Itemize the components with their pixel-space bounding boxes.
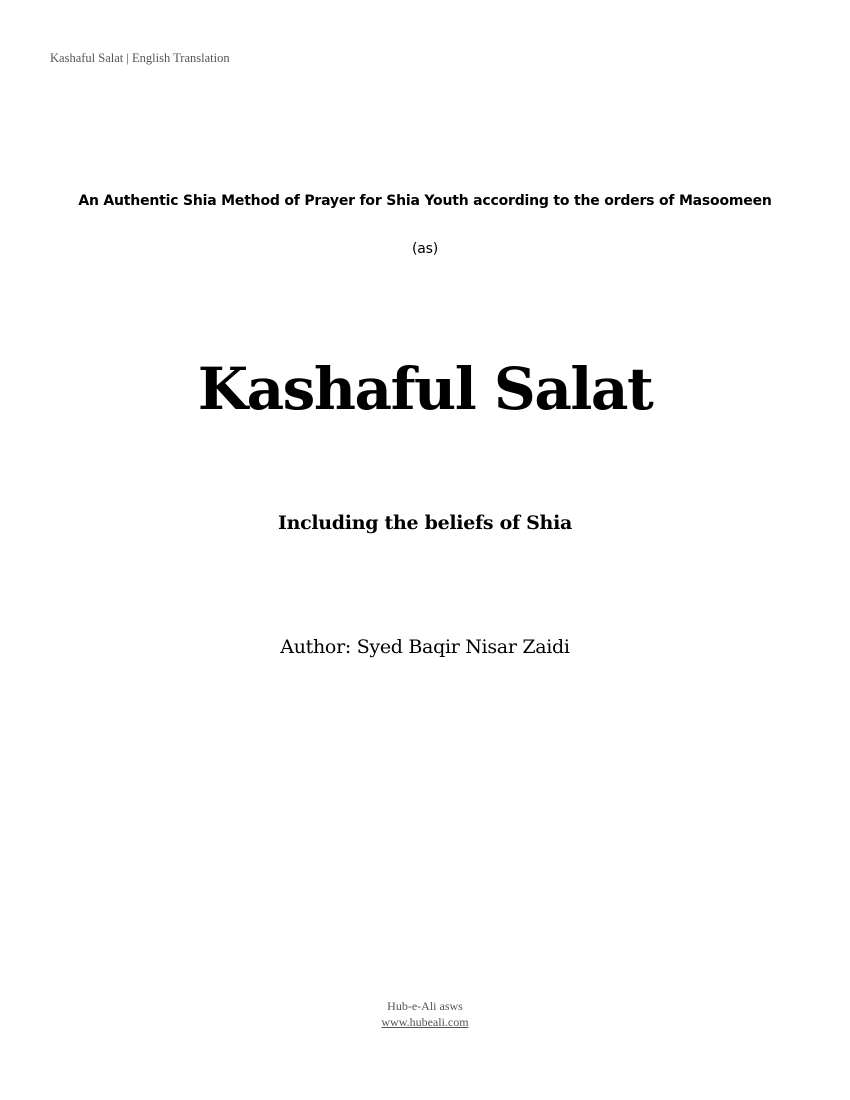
book-title: Kashaful Salat xyxy=(197,355,653,423)
author-line: Author: Syed Baqir Nisar Zaidi xyxy=(280,636,570,658)
cover-subtitle-line1: An Authentic Shia Method of Prayer for Shia Youth according to the orders of Masoomeen xyxy=(78,193,772,209)
running-header: Kashaful Salat | English Translation xyxy=(50,51,230,65)
book-tagline: Including the beliefs of Shia xyxy=(277,512,573,534)
footer-website xyxy=(0,1015,850,1030)
website-link[interactable]: www.hubeali.com xyxy=(381,1015,469,1029)
footer-organization: Hub-e-Ali asws xyxy=(387,999,463,1013)
cover-subtitle-line2: (as) xyxy=(412,241,438,257)
